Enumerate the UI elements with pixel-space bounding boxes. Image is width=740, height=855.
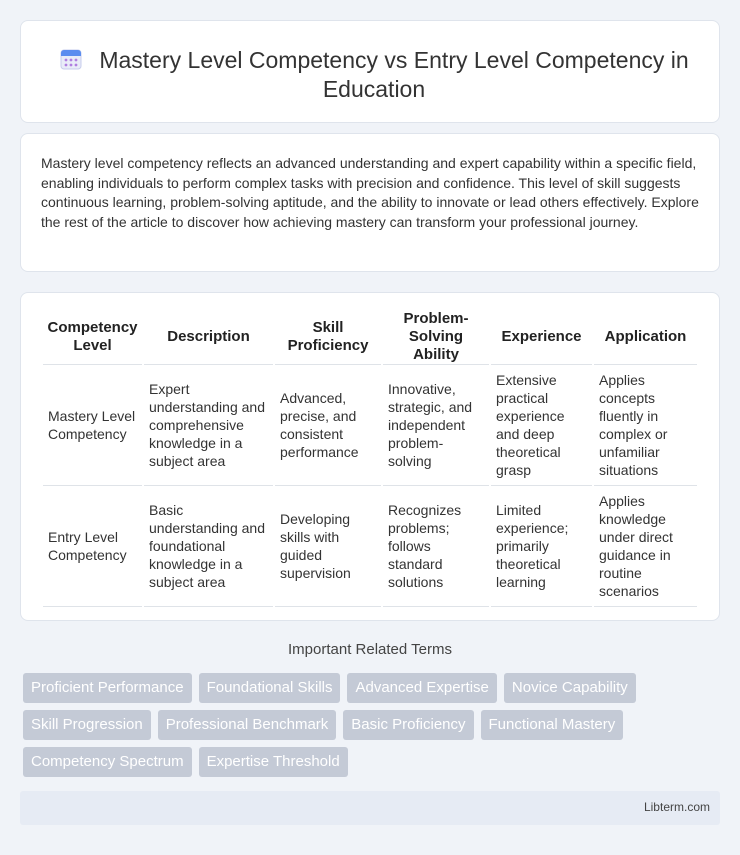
- comparison-table: [41, 310, 699, 607]
- table-cell: Advanced, precise, and consistent performance: [275, 365, 381, 486]
- page-title: Mastery Level Competency vs Entry Level Competency in Education: [99, 47, 689, 102]
- related-term-tag[interactable]: Advanced Expertise: [347, 673, 496, 703]
- table-row: [43, 365, 697, 486]
- related-term-tag[interactable]: Novice Capability: [504, 673, 636, 703]
- related-terms-list: [23, 673, 703, 777]
- table-header: Competency Level: [43, 310, 142, 365]
- related-terms-title: Important Related Terms: [288, 641, 452, 658]
- page-title-wrap: [43, 46, 705, 104]
- related-term-tag[interactable]: Functional Mastery: [481, 710, 624, 740]
- table-cell: Limited experience; primarily theoretical learning: [491, 486, 592, 607]
- calendar-icon: [59, 47, 83, 71]
- table-header: Application: [594, 310, 697, 365]
- table-cell: Applies concepts fluently in complex or unfamiliar situations: [594, 365, 697, 486]
- table-cell: Expert understanding and comprehensive knowledge in a subject area: [144, 365, 273, 486]
- related-term-tag[interactable]: Foundational Skills: [199, 673, 341, 703]
- related-term-tag[interactable]: Professional Benchmark: [158, 710, 337, 740]
- table-header: Problem-Solving Ability: [383, 310, 489, 365]
- related-term-tag[interactable]: Skill Progression: [23, 710, 151, 740]
- related-term-tag[interactable]: Proficient Performance: [23, 673, 192, 703]
- table-header: Skill Proficiency: [275, 310, 381, 365]
- table-cell: Mastery Level Competency: [43, 365, 142, 486]
- table-cell: Innovative, strategic, and independent problem-solving: [383, 365, 489, 486]
- footer: [20, 791, 720, 825]
- footer-site-link[interactable]: Libterm.com: [643, 800, 710, 814]
- intro-paragraph: Mastery level competency reflects an advanced understanding and expert capability within a specific field, enabling individuals to perform complex tasks with precision and confidence. This level of skill suggests continuous learning, problem-solving aptitude, and the ability to innovate or lead others effectively. Explore the rest of the article to discover how achieving mastery can transform your professional journey.: [41, 155, 699, 230]
- table-header: Experience: [491, 310, 592, 365]
- table-header-row: [43, 310, 697, 365]
- related-term-tag[interactable]: Competency Spectrum: [23, 747, 192, 777]
- table-cell: Applies knowledge under direct guidance in routine scenarios: [594, 486, 697, 607]
- table-cell: Basic understanding and foundational knowledge in a subject area: [144, 486, 273, 607]
- related-term-tag[interactable]: Expertise Threshold: [199, 747, 348, 777]
- intro-card: [20, 133, 720, 272]
- table-cell: Recognizes problems; follows standard solutions: [383, 486, 489, 607]
- comparison-table-card: [20, 292, 720, 621]
- table-cell: Extensive practical experience and deep theoretical grasp: [491, 365, 592, 486]
- table-header: Description: [144, 310, 273, 365]
- related-term-tag[interactable]: Basic Proficiency: [343, 710, 473, 740]
- title-card: [20, 20, 720, 123]
- table-row: [43, 486, 697, 607]
- table-cell: Entry Level Competency: [43, 486, 142, 607]
- table-cell: Developing skills with guided supervision: [275, 486, 381, 607]
